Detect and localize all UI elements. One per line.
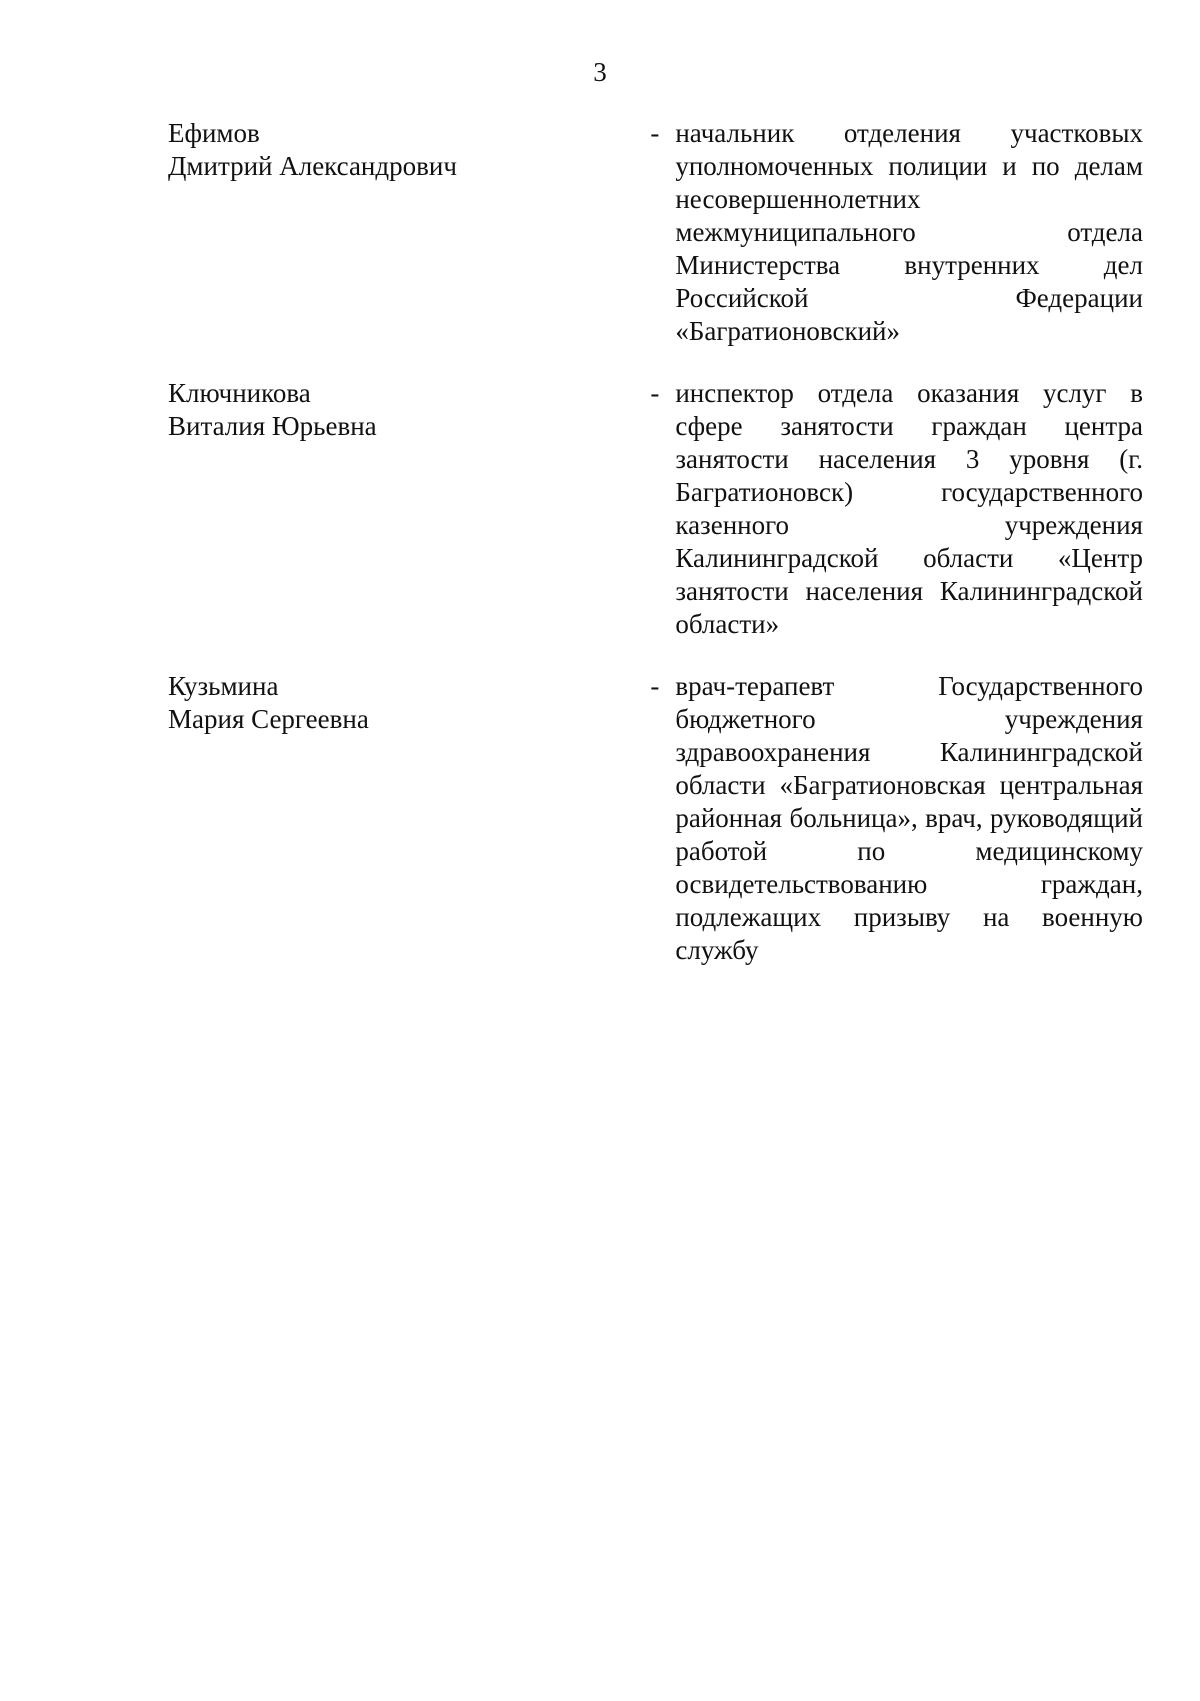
member-entry-klyuchnikova <box>168 377 1143 641</box>
member-position: начальник отделения участковых уполномоченных полиции и по делам несовершеннолетних межмуниципального отдела Министерства внутренних дел Российской Федерации «Багратионовский» <box>675 118 1143 346</box>
member-position: инспектор отдела оказания услуг в сфере занятости граждан центра занятости населения 3 уровня (г. Багратионовск) государственного казенного учреждения Калининградской области «Центр занятости населения Калининградской области» <box>675 378 1143 639</box>
member-entry-kuzmina <box>168 670 1143 967</box>
member-surname: Ключникова <box>168 378 311 408</box>
separator-dash: - <box>650 671 660 701</box>
member-position: врач-терапевт Государственного бюджетного учреждения здравоохранения Калининградской области «Багратионовская центральная районная больница», врач, руководящий работой по медицинскому освидетельствованию граждан, подлежащих призыву на военную службу <box>675 671 1143 965</box>
member-given-names: Виталия Юрьевна <box>168 411 377 441</box>
member-name <box>168 117 485 183</box>
member-surname: Кузьмина <box>168 671 279 701</box>
member-list <box>168 117 1143 996</box>
member-entry-efimov <box>168 117 1143 348</box>
member-name <box>168 377 485 443</box>
member-name <box>168 670 485 736</box>
member-given-names: Мария Сергеевна <box>168 704 369 734</box>
member-given-names: Дмитрий Александрович <box>168 151 457 181</box>
separator-dash: - <box>650 378 660 408</box>
member-surname: Ефимов <box>168 118 260 148</box>
page-number: 3 <box>593 57 607 87</box>
separator-dash: - <box>650 118 660 148</box>
